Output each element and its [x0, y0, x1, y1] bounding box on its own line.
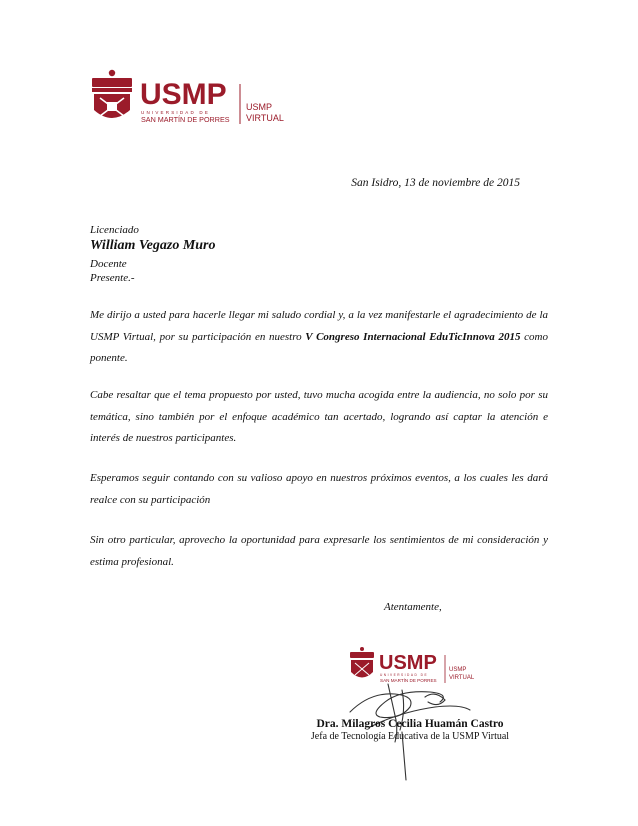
recipient-role: Docente	[90, 258, 127, 270]
signatory-name: Dra. Milagros Cecilia Huamán Castro	[316, 718, 504, 730]
brand-text: USMP	[140, 78, 227, 111]
paragraph-1-text-a: Me dirijo a usted para hacerle llegar mi saludo cordial y, a la vez manifestarle el agradecimiento de la USMP Virtual, por su participación en nuestro	[90, 309, 548, 343]
recipient-greeting: Presente.-	[90, 272, 135, 284]
date-line: San Isidro, 13 de noviembre de 2015	[351, 177, 520, 189]
svg-text:UNIVERSIDAD DE: UNIVERSIDAD DE	[380, 673, 429, 677]
signature-block	[300, 718, 520, 742]
paragraph-2: Cabe resaltar que el tema propuesto por usted, tuvo mucha acogida entre la audiencia, no solo por su temática, sino también por el enfoque académico tan acertado, logrando así captar la atención e interés de nuestros participantes.	[90, 389, 548, 444]
svg-text:USMP: USMP	[449, 667, 467, 673]
paragraph-4: Sin otro particular, aprovecho la oportunidad para expresarle los sentimientos de mi consideración y estima profesional.	[90, 534, 548, 568]
paragraph-1-text-b: como ponente.	[90, 330, 548, 364]
recipient-title: Licenciado	[90, 224, 139, 236]
svg-text:VIRTUAL: VIRTUAL	[246, 113, 284, 123]
svg-text:USMP: USMP	[379, 652, 437, 674]
usmp-seal-icon	[90, 66, 300, 126]
svg-text:UNIVERSIDAD DE: UNIVERSIDAD DE	[141, 110, 211, 115]
svg-text:VIRTUAL: VIRTUAL	[449, 675, 475, 681]
closing: Atentamente,	[384, 601, 442, 613]
svg-text:USMP: USMP	[246, 102, 273, 112]
svg-text:SAN MARTÍN DE PORRES: SAN MARTÍN DE PORRES	[141, 115, 230, 124]
paragraph-1	[90, 305, 548, 370]
recipient-name: William Vegazo Muro	[90, 238, 216, 253]
paragraph-3: Esperamos seguir contando con su valioso apoyo en nuestros próximos eventos, a los cuales les dará realce con su participación	[90, 472, 548, 506]
event-name: V Congreso Internacional EduTicInnova 2015	[305, 330, 521, 343]
svg-text:SAN MARTÍN DE PORRES: SAN MARTÍN DE PORRES	[380, 678, 437, 683]
signatory-title: Jefa de Tecnología Educativa de la USMP Virtual	[310, 731, 510, 742]
usmp-logo	[90, 66, 300, 126]
